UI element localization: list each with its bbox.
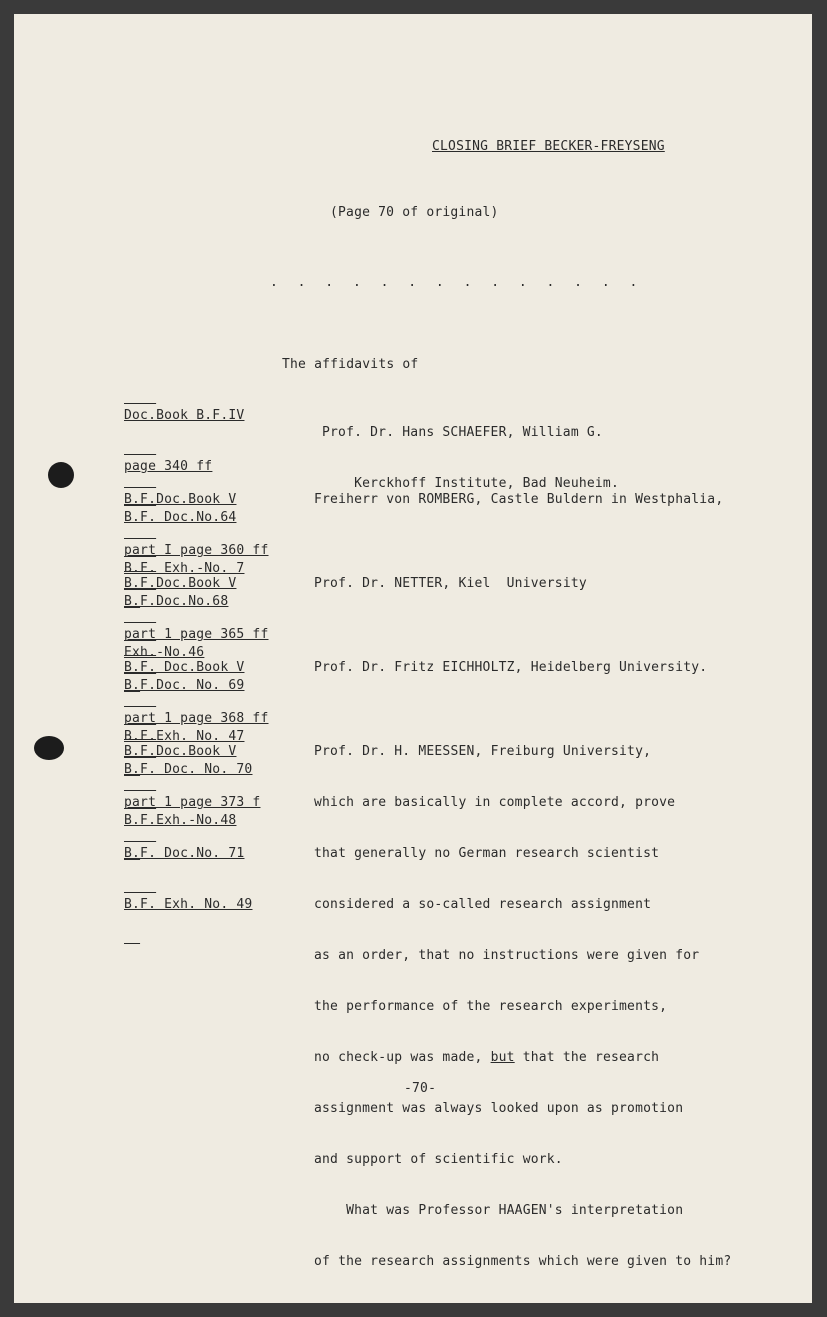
ref-line: B.F. Exh.-No. 7 — [124, 561, 245, 576]
affiant-line: Kerckhoff Institute, Bad Neuheim. — [322, 476, 619, 491]
original-page-reference: (Page 70 of original) — [330, 205, 499, 220]
ref-line: part 1 page 365 ff — [124, 627, 269, 642]
body-line: of the research assignments which were given to him? — [314, 1254, 732, 1269]
body-text: that the research — [514, 1050, 660, 1065]
ref-line: B.F. Doc.Book V — [124, 660, 245, 675]
affiant-line: Prof. Dr. NETTER, Kiel University — [314, 576, 587, 591]
ref-line: page 340 ff — [124, 459, 213, 474]
underlined-word: but — [490, 1050, 515, 1065]
ref-line: B.F. Doc. No. 70 — [124, 762, 253, 777]
page-number: -70- — [404, 1081, 437, 1096]
body-paragraph — [314, 760, 731, 1304]
ref-line: B.F.Exh. No. 47 — [124, 729, 245, 744]
body-line: the performance of the research experiments, — [314, 999, 668, 1014]
ref-line: part I page 360 ff — [124, 543, 269, 558]
body-line — [314, 1049, 731, 1066]
affiant — [314, 457, 723, 542]
affiant-line: Prof. Dr. H. MEESSEN, Freiburg University, — [314, 744, 652, 759]
ref-line: B.F. Doc.No.64 — [124, 510, 237, 525]
document-title: CLOSING BRIEF BECKER-FREYSENG — [432, 139, 665, 154]
affiant-line: Prof. Dr. Fritz EICHHOLTZ, Heidelberg University. — [314, 660, 708, 675]
ref-line: B.F.Doc.Book V — [124, 744, 237, 759]
body-line: considered a so-called research assignment — [314, 897, 652, 912]
punch-hole — [48, 462, 74, 488]
ref-line: part 1 page 368 ff — [124, 711, 269, 726]
ref-line: B.F.Doc.No.68 — [124, 594, 229, 609]
affiant-line: Prof. Dr. Hans SCHAEFER, William G. — [322, 425, 603, 440]
body-line: that generally no German research scientist — [314, 846, 660, 861]
body-line: and support of scientific work. — [314, 1152, 563, 1167]
document-reference — [124, 709, 260, 947]
ref-line: B.F.Doc.Book V — [124, 492, 237, 507]
body-line: What was Professor HAAGEN's interpretation — [314, 1203, 684, 1218]
ref-line: B.F.Exh.-No.48 — [124, 813, 237, 828]
ref-line: B.F. Exh. No. 49 — [124, 897, 253, 912]
body-line: as an order, that no instructions were given for — [314, 948, 700, 963]
body-line: assignment was always looked upon as promotion — [314, 1101, 684, 1116]
ref-line: Doc.Book B.F.IV — [124, 408, 245, 423]
ref-line: part 1 page 373 f — [124, 795, 261, 810]
punch-hole — [34, 736, 64, 760]
affiant — [314, 541, 587, 626]
ref-line: B.F.Doc.Book V — [124, 576, 237, 591]
affiant-line: Freiherr von ROMBERG, Castle Buldern in Westphalia, — [314, 492, 724, 507]
body-line: which are basically in complete accord, prove — [314, 795, 676, 810]
omission-dots: . . . . . . . . . . . . . . — [270, 275, 644, 290]
affiant — [314, 625, 707, 710]
ref-line: B.F. Doc.No. 71 — [124, 846, 245, 861]
ref-line: Exh.-No.46 — [124, 645, 205, 660]
body-text: no check-up was made, — [314, 1050, 491, 1065]
document-page — [14, 14, 812, 1303]
affidavits-intro: The affidavits of — [282, 357, 419, 372]
ref-line: B.F.Doc. No. 69 — [124, 678, 245, 693]
